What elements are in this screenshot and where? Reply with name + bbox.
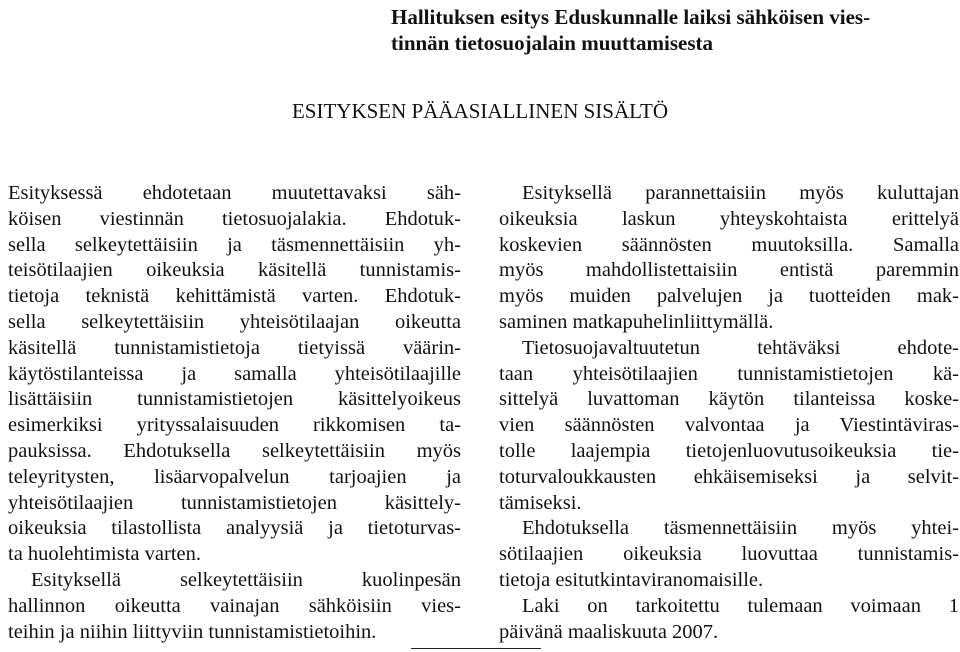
text-line: teihin ja niihin liittyviin tunnistamistietoihin. [8,620,377,643]
text-line: oikeuksia laskun yhteyskohtaista erittelyä [499,207,959,230]
text-line: yhteisötilaajien tunnistamistietojen käsittely- [8,491,461,514]
text-line: myös mahdollistettaisiin entistä paremmin [499,259,959,282]
text-line: tolle laajempia tietojenluovutusoikeuksia tie- [499,439,959,462]
text-line: Laki on tarkoitettu tulemaan voimaan 1 [522,594,959,617]
text-line: lisättäisiin tunnistamistietojen käsittelyoikeus [8,388,461,411]
text-line: Tietosuojavaltuutetun tehtäväksi ehdote- [522,336,959,359]
text-line: sötilaajien oikeuksia luovuttaa tunnistamis- [499,543,959,566]
text-line: köisen viestinnän tietosuojalakia. Ehdotuk- [8,207,461,230]
section-heading: ESITYKSEN PÄÄASIALLINEN SISÄLTÖ [291,99,669,123]
text-line: koskevien säännösten muutoksilla. Samalla [499,233,959,256]
text-line: myös muiden palvelujen ja tuotteiden mak- [499,285,959,308]
text-line: oikeuksia tilastollista analyysiä ja tietoturvas- [8,517,461,540]
text-line: taan yhteisötilaajien tunnistamistietojen kä- [499,362,959,385]
text-line: tämiseksi. [499,491,582,514]
text-line: sella selkeytettäisiin yhteisötilaajan oikeutta [8,310,461,333]
text-line: sella selkeytettäisiin ja täsmennettäisiin yh- [8,233,461,256]
title-line: tinnän tietosuojalain muuttamisesta [391,31,714,55]
text-line: hallinnon oikeutta vainajan sähköisiin vies- [8,594,461,617]
left-column [8,181,461,645]
text-line: vien säännösten valvontaa ja Viestintäviras- [499,414,959,437]
text-line: tietoja teknistä kehittämistä varten. Ehdotuk- [8,285,461,308]
text-line: Esityksessä ehdotetaan muutettavaksi säh- [8,182,461,204]
document-title [391,4,951,56]
text-line: ta huolehtimista varten. [8,543,201,566]
text-line: toturvaloukkausten ehkäisemiseksi ja selvit- [499,465,959,488]
text-line: käsitellä tunnistamistietoja tietyissä väärin- [8,336,461,359]
right-column [499,181,959,645]
text-line: esimerkiksi yrityssalaisuuden rikkomisen ta- [8,414,461,437]
text-line: pauksissa. Ehdotuksella selkeytettäisiin myös [8,439,461,462]
text-line: sittelyä luvattoman käytön tilanteissa koske- [499,388,959,411]
text-line: tietoja esitutkintaviranomaisille. [499,568,764,591]
text-line: saminen matkapuhelinliittymällä. [499,310,774,333]
text-line: päivänä maaliskuuta 2007. [499,620,719,643]
text-line: Esityksellä parannettaisiin myös kuluttajan [522,182,959,204]
footer-rule [411,648,541,649]
text-line: teleyritysten, lisäarvopalvelun tarjoajien ja [8,465,461,488]
title-line: Hallituksen esitys Eduskunnalle laiksi sähköisen vies- [391,5,871,29]
text-line: teisötilaajien oikeuksia käsitellä tunnistamis- [8,259,461,282]
text-line: Ehdotuksella täsmennettäisiin myös yhtei- [522,517,959,540]
text-line: Esityksellä selkeytettäisiin kuolinpesän [31,568,461,591]
text-line: käytöstilanteissa ja samalla yhteisötilaajille [8,362,461,385]
